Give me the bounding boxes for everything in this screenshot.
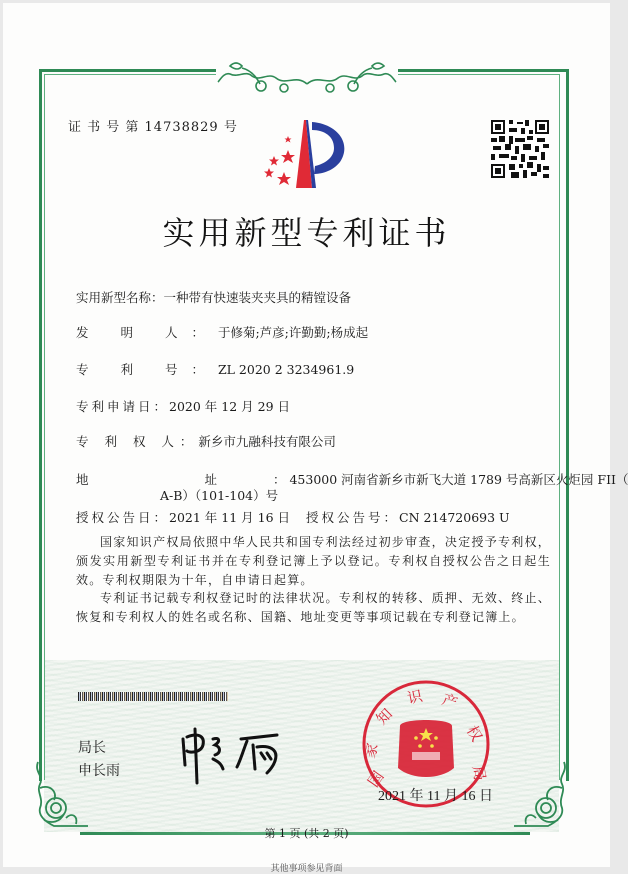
svg-text:国: 国 xyxy=(364,767,388,791)
seal-date: 2021 年 11 月 16 日 xyxy=(378,789,493,804)
filing-date-row xyxy=(76,397,290,415)
inventors-label: 发 明 人： xyxy=(76,325,218,340)
patent-number-label: 专 利 号： xyxy=(76,362,218,377)
grant-date-row xyxy=(76,508,290,526)
barcode-strip xyxy=(78,692,228,701)
grant-number-value: CN 214720693 U xyxy=(399,510,510,525)
inventors-value: 于修菊;芦彦;许勤勤;杨成起 xyxy=(217,325,369,340)
patentee-label: 专 利 权 人： xyxy=(76,434,199,449)
svg-text:局: 局 xyxy=(468,764,490,783)
svg-text:产: 产 xyxy=(439,690,460,713)
top-dragon-ornament-icon xyxy=(216,56,398,98)
utility-model-name-row xyxy=(76,288,351,306)
address-label: 地 址： xyxy=(76,472,342,487)
grant-number-label: 授权公告号： xyxy=(306,510,400,525)
grant-date-label: 授权公告日： xyxy=(76,510,170,525)
handwritten-signature-icon xyxy=(175,725,310,785)
address-value-line1: 453000 河南省新乡市新飞大道 1789 号高新区火炬园 FII（ xyxy=(289,472,628,487)
svg-text:家: 家 xyxy=(360,741,382,761)
address-row xyxy=(76,470,628,488)
director-title: 局长 xyxy=(78,740,106,756)
grant-number-row xyxy=(306,508,510,526)
svg-text:识: 识 xyxy=(405,686,425,708)
qr-code-icon xyxy=(491,120,549,178)
certificate-title: 实用新型专利证书 xyxy=(162,214,451,252)
svg-text:权: 权 xyxy=(462,722,486,745)
patentee-row xyxy=(76,432,336,450)
cnipa-logo-icon xyxy=(260,108,360,196)
address-value-line2: A-B）（101-104）号 xyxy=(160,488,279,503)
certificate-number: 证 书 号 第 14738829 号 xyxy=(68,120,238,135)
footer-cut-off-text: 其他事项参见背面 xyxy=(270,864,343,874)
inventors-row xyxy=(76,323,368,341)
svg-text:知: 知 xyxy=(372,704,397,729)
grant-date-value: 2021 年 11 月 16 日 xyxy=(169,510,291,525)
patent-number-value: ZL 2020 2 3234961.9 xyxy=(217,362,355,377)
utility-model-name-value: 一种带有快速装夹夹具的精镗设备 xyxy=(163,290,352,305)
page-indicator: 第 1 页 (共 2 页) xyxy=(264,827,349,840)
grant-statement-paragraph: 国家知识产权局依照中华人民共和国专利法经过初步审查，决定授予专利权，颁发实用新型专利证书并在专利登记簿上予以登记。专利权自授权公告之日起生效。专利权期限为十年，自申请日起算。 xyxy=(76,535,551,587)
filing-date-label: 专利申请日： xyxy=(76,399,170,414)
patent-number-row xyxy=(76,360,354,378)
patentee-value: 新乡市九融科技有限公司 xyxy=(198,434,336,449)
utility-model-name-label: 实用新型名称： xyxy=(76,290,164,305)
filing-date-value: 2020 年 12 月 29 日 xyxy=(169,399,291,414)
director-name: 申长雨 xyxy=(78,763,120,779)
legal-status-paragraph: 专利证书记载专利权登记时的法律状况。专利权的转移、质押、无效、终止、恢复和专利权人的姓名或名称、国籍、地址变更等事项记载在专利登记簿上。 xyxy=(76,591,551,624)
